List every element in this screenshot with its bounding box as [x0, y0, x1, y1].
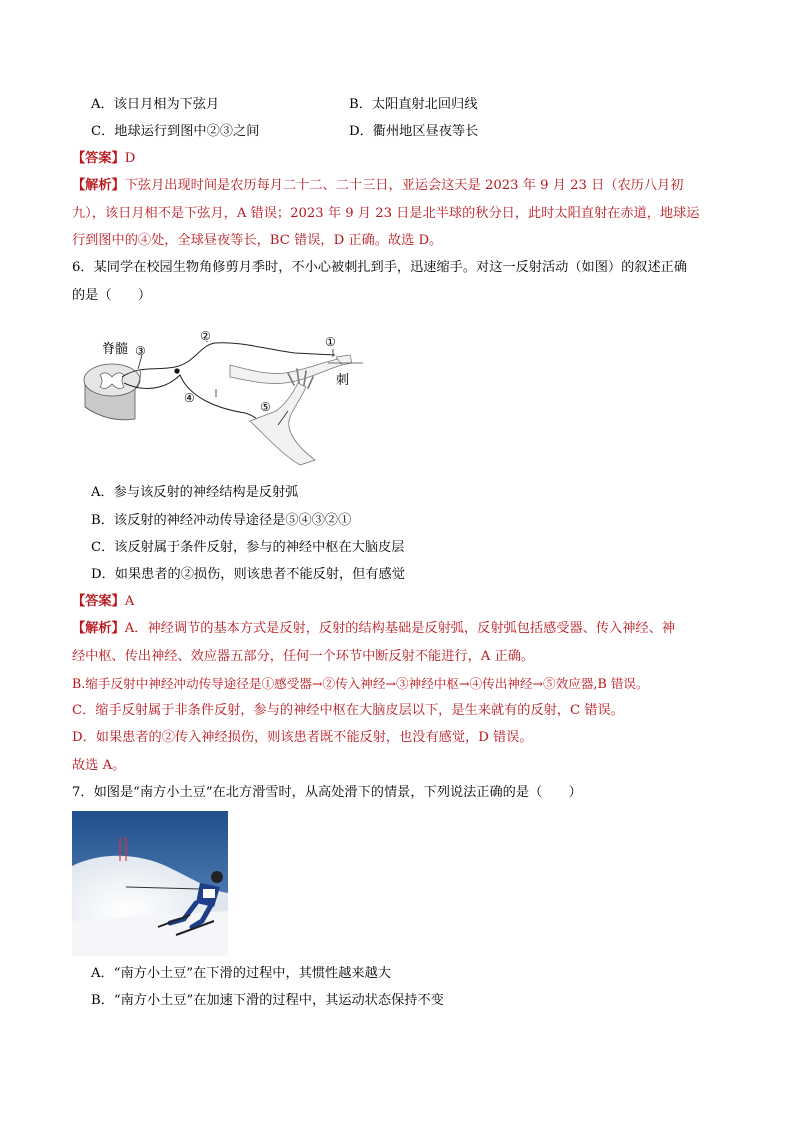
q5-answer: [72, 150, 135, 168]
q6-option-c: C．该反射属于条件反射，参与的神经中枢在大脑皮层: [91, 540, 405, 555]
q6-analysis-line-3: B.缩手反射中神经冲动传导途径是①感受器→②传入神经→③神经中枢→④传出神经→⑤效应器,B 错误。: [72, 676, 649, 691]
q6-analysis-line-5: D．如果患者的②传入神经损伤，则该患者既不能反射，也没有感觉，D 错误。: [72, 730, 533, 745]
q7-option-b: B．“南方小土豆”在加速下滑的过程中，其运动状态保持不变: [91, 993, 444, 1008]
figure-label-3: ③: [135, 344, 146, 358]
q6-analysis-line-4: C．缩手反射属于非条件反射，参与的神经中枢在大脑皮层以下，是生来就有的反射，C 错误。: [72, 703, 624, 718]
q5-analysis-line-3: 行到图中的④处，全球昼夜等长，BC 错误，D 正确。故选 D。: [72, 233, 443, 248]
answer-value: D: [124, 151, 136, 166]
answer-tag: 【答案】: [72, 594, 125, 609]
q5-analysis-line-2: 九），该日月相不是下弦月，A 错误；2023 年 9 月 23 日是北半球的秋分日，此时太阳直射在赤道，地球运: [72, 206, 700, 221]
thorn-label: 刺: [336, 373, 350, 388]
skier-photo: [72, 811, 228, 956]
q5-analysis-line-1: 【解析】下弦月出现时间是农历每月二十二、二十三日，亚运会这天是 2023 年 9 月 23 日（农历八月初: [72, 178, 684, 193]
q5-option-a: A．该日月相为下弦月: [91, 97, 220, 112]
q6-stem-line-2: 的是（ ）: [72, 288, 152, 303]
q6-option-b: B．该反射的神经冲动传导途径是⑤④③②①: [91, 513, 352, 528]
q6-answer: [72, 593, 134, 611]
analysis-tag: 【解析】: [72, 178, 125, 193]
analysis-tag: 【解析】: [72, 621, 125, 636]
q6-analysis-line-2: 经中枢、传出神经、效应器五部分，任何一个环节中断反射不能进行，A 正确。: [72, 649, 535, 664]
q6-stem-line-1: 6．某同学在校园生物角修剪月季时，不小心被刺扎到手，迅速缩手。对这一反射活动（如图）的叙述正确: [72, 260, 688, 275]
q6-option-d: D．如果患者的②损伤，则该患者不能反射，但有感觉: [91, 567, 405, 582]
q5-option-c: C．地球运行到图中②③之间: [91, 124, 260, 139]
q6-analysis-line-6: 故选 A。: [72, 758, 126, 773]
figure-label-2: ②: [200, 329, 211, 343]
q7-option-a: A．“南方小土豆”在下滑的过程中，其惯性越来越大: [91, 966, 391, 981]
q5-option-b: B．太阳直射北回归线: [349, 97, 478, 112]
spinal-cord-label: 脊髓: [102, 342, 129, 357]
q5-option-d: D．衢州地区昼夜等长: [349, 124, 479, 139]
figure-label-5: ⑤: [260, 400, 271, 414]
figure-label-1: ①: [325, 335, 336, 349]
figure-label-4: ④: [184, 391, 195, 405]
answer-tag: 【答案】: [72, 151, 125, 166]
answer-value: A: [124, 594, 135, 609]
q6-analysis-line-1: 【解析】A．神经调节的基本方式是反射，反射的结构基础是反射弧，反射弧包括感受器、传入神经、神: [72, 621, 675, 636]
q6-option-a: A．参与该反射的神经结构是反射弧: [91, 485, 299, 500]
q7-stem: 7．如图是“南方小土豆”在北方滑雪时，从高处滑下的情景，下列说法正确的是（ ）: [72, 785, 582, 800]
